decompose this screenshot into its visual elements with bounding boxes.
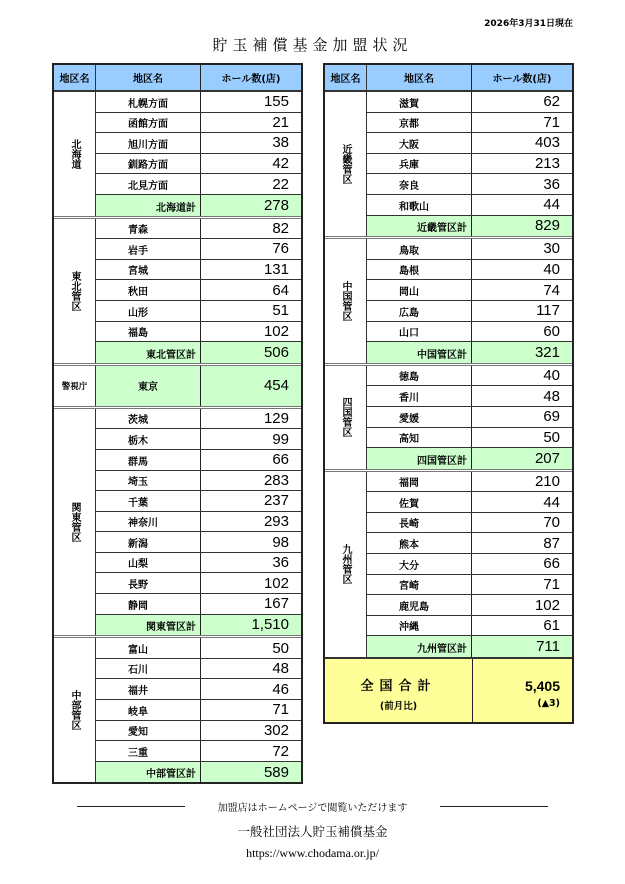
table-row bbox=[367, 92, 572, 113]
region-name: 宮城 bbox=[96, 260, 201, 280]
group-tohoku bbox=[54, 219, 301, 366]
table-row bbox=[96, 219, 301, 240]
hall-count: 60 bbox=[543, 322, 560, 340]
region-name: 福井 bbox=[96, 679, 201, 699]
region-name: 和歌山 bbox=[367, 195, 472, 215]
group-label: 九州管区 bbox=[325, 472, 367, 657]
table-row bbox=[367, 554, 572, 575]
hall-count: 70 bbox=[543, 514, 560, 532]
table-row bbox=[96, 92, 301, 113]
group-shikoku bbox=[325, 366, 572, 472]
table-row bbox=[96, 553, 301, 574]
table-row bbox=[367, 133, 572, 154]
hall-count: 62 bbox=[543, 93, 560, 111]
subtotal-row bbox=[367, 216, 572, 237]
subtotal-row bbox=[96, 615, 301, 636]
subtotal-count: 321 bbox=[534, 343, 560, 361]
hall-count: 99 bbox=[272, 430, 289, 448]
region-name: 佐賀 bbox=[367, 492, 472, 512]
table-row bbox=[367, 513, 572, 534]
region-name: 鹿児島 bbox=[367, 595, 472, 615]
table-row bbox=[96, 491, 301, 512]
table-row bbox=[96, 301, 301, 322]
subtotal-row bbox=[367, 448, 572, 469]
hall-count: 50 bbox=[272, 639, 289, 657]
region-name: 徳島 bbox=[367, 366, 472, 386]
hall-count: 302 bbox=[263, 721, 289, 739]
table-row bbox=[367, 322, 572, 343]
table-row bbox=[367, 386, 572, 407]
table-row bbox=[367, 575, 572, 596]
table-row bbox=[96, 512, 301, 533]
hall-count: 167 bbox=[263, 595, 289, 613]
group-chubu bbox=[54, 638, 301, 782]
table-row bbox=[96, 429, 301, 450]
subtotal-label: 中部管区計 bbox=[96, 762, 201, 783]
region-name: 福島 bbox=[96, 322, 201, 342]
hall-count: 50 bbox=[543, 428, 560, 446]
hall-count: 74 bbox=[543, 281, 560, 299]
region-name: 函館方面 bbox=[96, 113, 201, 133]
region-name: 山口 bbox=[367, 322, 472, 342]
table-row bbox=[96, 409, 301, 430]
group-chugoku bbox=[325, 239, 572, 366]
table-row bbox=[367, 492, 572, 513]
subtotal-label: 関東管区計 bbox=[96, 615, 201, 636]
hall-count: 102 bbox=[534, 596, 560, 614]
group-label: 北海道 bbox=[54, 92, 96, 216]
subtotal-label: 中国管区計 bbox=[367, 342, 472, 363]
region-name: 香川 bbox=[367, 386, 472, 406]
group-label: 関東管区 bbox=[54, 409, 96, 636]
table-row bbox=[367, 428, 572, 449]
hall-count: 213 bbox=[534, 155, 560, 173]
hall-count: 38 bbox=[272, 134, 289, 152]
region-name: 島根 bbox=[367, 260, 472, 280]
hall-count: 71 bbox=[272, 701, 289, 719]
region-name: 滋賀 bbox=[367, 92, 472, 112]
hall-count: 64 bbox=[272, 281, 289, 299]
hall-count: 48 bbox=[543, 387, 560, 405]
group-label: 四国管区 bbox=[325, 366, 367, 469]
hall-count: 87 bbox=[543, 534, 560, 552]
table-row bbox=[367, 366, 572, 387]
hall-count: 131 bbox=[263, 261, 289, 279]
hall-count: 71 bbox=[543, 575, 560, 593]
region-name: 岩手 bbox=[96, 239, 201, 259]
header-count: ホール数(店) bbox=[492, 74, 552, 85]
region-name: 青森 bbox=[96, 219, 201, 239]
hall-count: 66 bbox=[543, 555, 560, 573]
table-row bbox=[96, 471, 301, 492]
table-row bbox=[96, 638, 301, 659]
region-name: 宮崎 bbox=[367, 575, 472, 595]
table-row bbox=[96, 154, 301, 175]
hall-count: 76 bbox=[272, 240, 289, 258]
website-url[interactable]: https://www.chodama.or.jp/ bbox=[246, 846, 379, 860]
subtotal-row bbox=[367, 342, 572, 363]
subtotal-row bbox=[96, 342, 301, 363]
hall-count: 403 bbox=[534, 134, 560, 152]
group-kinki bbox=[325, 92, 572, 239]
table-row bbox=[367, 113, 572, 134]
hall-count: 44 bbox=[543, 196, 560, 214]
region-name: 鳥取 bbox=[367, 239, 472, 259]
grand-total-label: 全国合計 bbox=[360, 679, 437, 695]
region-name: 石川 bbox=[96, 659, 201, 679]
hall-count: 61 bbox=[543, 617, 560, 635]
hall-count: 42 bbox=[272, 155, 289, 173]
region-name: 京都 bbox=[367, 113, 472, 133]
subtotal-label: 九州管区計 bbox=[367, 636, 472, 657]
hall-count: 117 bbox=[536, 302, 560, 320]
subtotal-count: 207 bbox=[534, 449, 560, 467]
group-label: 中国管区 bbox=[325, 239, 367, 363]
hall-count: 82 bbox=[272, 219, 289, 237]
table-row bbox=[96, 322, 301, 343]
table-header bbox=[54, 65, 301, 92]
subtotal-label: 東北管区計 bbox=[96, 342, 201, 363]
hall-count: 210 bbox=[534, 472, 560, 490]
region-name: 千葉 bbox=[96, 491, 201, 511]
table-row bbox=[96, 659, 301, 680]
hall-count: 293 bbox=[263, 512, 289, 530]
hall-count: 22 bbox=[272, 175, 289, 193]
table-row bbox=[367, 174, 572, 195]
subtotal-row bbox=[96, 195, 301, 216]
table-row bbox=[96, 532, 301, 553]
hall-count: 155 bbox=[263, 93, 289, 111]
region-name: 沖縄 bbox=[367, 616, 472, 636]
group-label: 警視庁 bbox=[54, 366, 96, 406]
region-name: 埼玉 bbox=[96, 471, 201, 491]
region-name: 岡山 bbox=[367, 280, 472, 300]
subtotal-count: 506 bbox=[263, 343, 289, 361]
table-row bbox=[96, 679, 301, 700]
region-name: 愛媛 bbox=[367, 407, 472, 427]
grand-total-count: 5,405 bbox=[524, 678, 560, 695]
subtotal-count: 589 bbox=[263, 763, 289, 781]
organization-name: 一般社団法人貯玉補償基金 bbox=[237, 824, 388, 839]
table-row bbox=[96, 239, 301, 260]
hall-count: 129 bbox=[263, 410, 289, 428]
group-label: 近畿管区 bbox=[325, 92, 367, 236]
hall-count: 36 bbox=[543, 175, 560, 193]
subtotal-count: 829 bbox=[534, 217, 560, 235]
hall-count: 69 bbox=[543, 408, 560, 426]
table-row bbox=[367, 301, 572, 322]
region-name: 山梨 bbox=[96, 553, 201, 573]
header-area: 地区名 bbox=[325, 65, 367, 90]
subtotal-row bbox=[367, 636, 572, 657]
subtotal-label: 北海道計 bbox=[96, 195, 201, 216]
region-name: 群馬 bbox=[96, 450, 201, 470]
grand-total bbox=[325, 657, 572, 722]
region-name: 大阪 bbox=[367, 133, 472, 153]
footer-note: 加盟店はホームページで閲覧いただけます bbox=[217, 803, 408, 814]
table-row bbox=[367, 195, 572, 216]
group-kanto bbox=[54, 409, 301, 639]
region-name: 愛知 bbox=[96, 721, 201, 741]
month-over-month-change: (▲3) bbox=[537, 698, 560, 710]
hall-count: 36 bbox=[272, 554, 289, 572]
region-name: 栃木 bbox=[96, 429, 201, 449]
hall-count: 283 bbox=[263, 471, 289, 489]
subtotal-label: 四国管区計 bbox=[367, 448, 472, 469]
table-row bbox=[96, 113, 301, 134]
region-name: 東京 bbox=[96, 366, 201, 406]
header-region: 地区名 bbox=[96, 65, 201, 90]
header-area: 地区名 bbox=[54, 65, 96, 90]
table-row bbox=[96, 700, 301, 721]
table-row bbox=[367, 280, 572, 301]
hall-count: 237 bbox=[263, 492, 289, 510]
region-name: 岐阜 bbox=[96, 700, 201, 720]
region-name: 兵庫 bbox=[367, 154, 472, 174]
region-name: 奈良 bbox=[367, 174, 472, 194]
table-row bbox=[96, 174, 301, 195]
table-row bbox=[96, 280, 301, 301]
subtotal-count: 1,510 bbox=[251, 616, 289, 634]
hall-count: 72 bbox=[272, 742, 289, 760]
hall-count: 46 bbox=[272, 680, 289, 698]
hall-count: 44 bbox=[543, 493, 560, 511]
table-row bbox=[367, 472, 572, 493]
region-name: 秋田 bbox=[96, 280, 201, 300]
subtotal-count: 711 bbox=[536, 638, 560, 656]
hall-count: 71 bbox=[543, 113, 560, 131]
header-count: ホール数(店) bbox=[221, 74, 281, 85]
month-over-month-label: (前月比) bbox=[379, 701, 418, 713]
table-row bbox=[367, 260, 572, 281]
header-region: 地区名 bbox=[367, 65, 472, 90]
hall-count: 102 bbox=[263, 574, 289, 592]
region-name: 福岡 bbox=[367, 472, 472, 492]
hall-count: 51 bbox=[272, 302, 289, 320]
hall-count: 48 bbox=[272, 660, 289, 678]
region-name: 高知 bbox=[367, 428, 472, 448]
subtotal-label: 近畿管区計 bbox=[367, 216, 472, 237]
region-name: 富山 bbox=[96, 638, 201, 658]
region-name: 三重 bbox=[96, 741, 201, 761]
table-row bbox=[96, 721, 301, 742]
group-tokyo bbox=[54, 366, 301, 409]
region-name: 長崎 bbox=[367, 513, 472, 533]
region-name: 茨城 bbox=[96, 409, 201, 429]
table-row bbox=[96, 133, 301, 154]
region-name: 旭川方面 bbox=[96, 133, 201, 153]
hall-count: 454 bbox=[263, 377, 289, 395]
group-label: 中部管区 bbox=[54, 638, 96, 782]
region-name: 釧路方面 bbox=[96, 154, 201, 174]
left-table bbox=[52, 63, 303, 784]
table-row bbox=[96, 594, 301, 615]
region-name: 静岡 bbox=[96, 594, 201, 614]
hall-count: 21 bbox=[272, 113, 289, 131]
table-row bbox=[367, 533, 572, 554]
hall-count: 40 bbox=[543, 261, 560, 279]
group-kyushu bbox=[325, 472, 572, 657]
group-label: 東北管区 bbox=[54, 219, 96, 363]
table-row bbox=[96, 741, 301, 762]
region-name: 新潟 bbox=[96, 532, 201, 552]
region-name: 札幌方面 bbox=[96, 92, 201, 112]
hall-count: 66 bbox=[272, 451, 289, 469]
group-hokkaido bbox=[54, 92, 301, 219]
hall-count: 30 bbox=[543, 240, 560, 258]
region-name: 長野 bbox=[96, 573, 201, 593]
table-row bbox=[367, 239, 572, 260]
table-row bbox=[367, 595, 572, 616]
hall-count: 98 bbox=[272, 533, 289, 551]
subtotal-count: 278 bbox=[263, 196, 289, 214]
region-name: 大分 bbox=[367, 554, 472, 574]
table-row bbox=[96, 573, 301, 594]
hall-count: 40 bbox=[543, 367, 560, 385]
right-table bbox=[323, 63, 574, 724]
region-name: 北見方面 bbox=[96, 174, 201, 194]
table-row bbox=[367, 407, 572, 428]
region-name: 神奈川 bbox=[96, 512, 201, 532]
as-of-date: 2026年3月31日現在 bbox=[484, 19, 573, 29]
subtotal-row bbox=[96, 762, 301, 783]
table-row bbox=[96, 450, 301, 471]
table-row bbox=[96, 260, 301, 281]
table-row bbox=[367, 154, 572, 175]
table-header bbox=[325, 65, 572, 92]
hall-count: 102 bbox=[263, 322, 289, 340]
table-row bbox=[367, 616, 572, 637]
region-name: 広島 bbox=[367, 301, 472, 321]
region-name: 山形 bbox=[96, 301, 201, 321]
region-name: 熊本 bbox=[367, 533, 472, 553]
page-title: 貯玉補償基金加盟状況 bbox=[212, 36, 413, 54]
table-row bbox=[96, 366, 301, 406]
